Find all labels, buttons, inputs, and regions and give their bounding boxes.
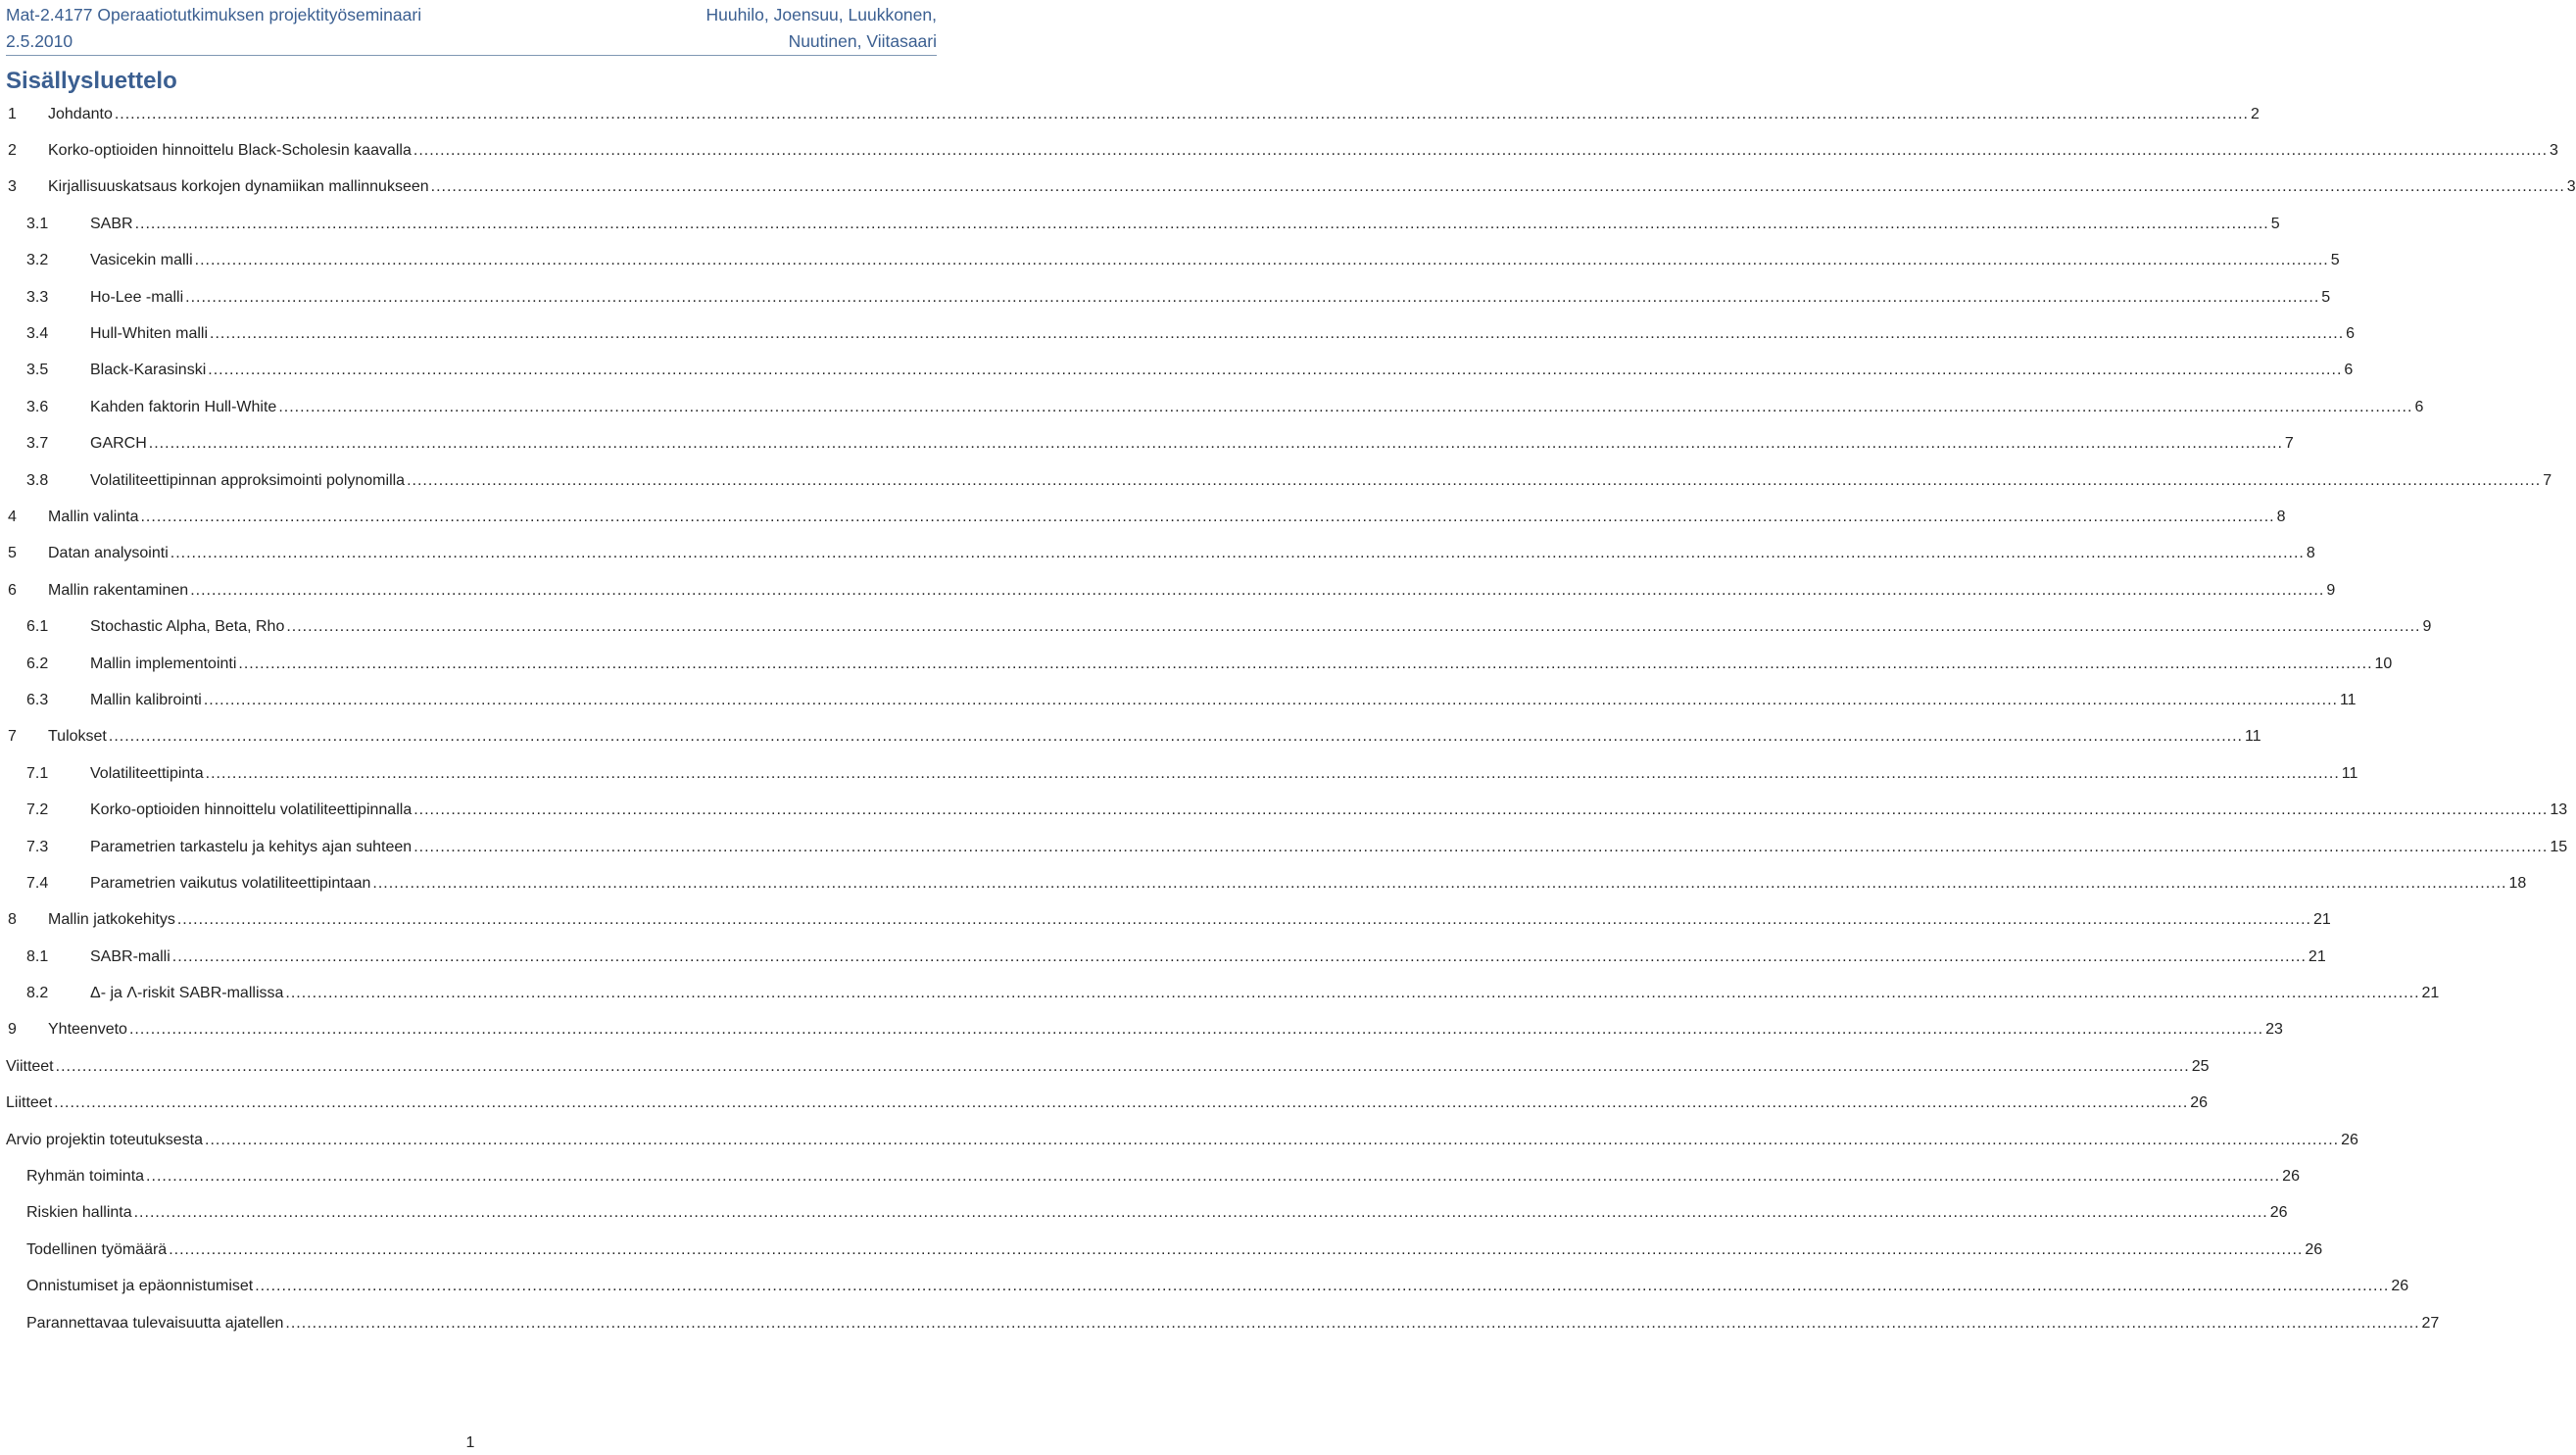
toc-entry[interactable]: [0, 243, 2340, 279]
toc-entry[interactable]: [0, 315, 2356, 352]
toc-entry-line: [90, 874, 2527, 893]
dot-leader: ................................................................................................................................................................................................................................................................................................................................................................................................................: [114, 105, 2249, 122]
toc-entry-page: 7: [2284, 435, 2294, 453]
toc-entry-line: [26, 1204, 2288, 1222]
toc-entry-line: [48, 508, 2286, 526]
toc-entry-label: Riskien hallinta: [26, 1204, 132, 1222]
toc-entry-label: Volatiliteettipinta: [90, 764, 204, 782]
toc-entry-number: 8: [8, 911, 17, 929]
toc-entry-number: 6.2: [26, 655, 49, 672]
toc-entry[interactable]: [0, 1012, 2283, 1048]
toc-entry-line: [48, 911, 2331, 929]
toc-entry-line: [26, 1240, 2323, 1259]
dot-leader: ................................................................................................................................................................................................................................................................................................................................................................................................................: [55, 1057, 2190, 1075]
toc-entry-label: Mallin kalibrointi: [90, 691, 202, 708]
toc-entry-page: 11: [2339, 691, 2357, 708]
toc-entry-label: Liitteet: [6, 1094, 53, 1112]
toc-entry-label: Johdanto: [48, 105, 113, 122]
toc-entry-label: Stochastic Alpha, Beta, Rho: [90, 618, 285, 636]
dot-leader: ................................................................................................................................................................................................................................................................................................................................................................................................................: [238, 655, 2373, 672]
toc-entry-page: 5: [2321, 288, 2331, 306]
toc-entry-label: Korko-optioiden hinnoittelu Black-Scholesin kaavalla: [48, 142, 412, 160]
toc-entry[interactable]: [0, 792, 2568, 828]
toc-entry-number: 3.8: [26, 471, 49, 489]
toc-title: Sisällysluettelo: [6, 68, 177, 94]
toc-entry-page: 15: [2550, 838, 2568, 855]
header-authors-line2: Nuutinen, Viitasaari: [788, 31, 937, 51]
toc-entry[interactable]: [0, 536, 2315, 572]
toc-entry-line: [90, 764, 2358, 783]
toc-entry-page: 2: [2250, 105, 2260, 122]
toc-entry-page: 3: [2566, 178, 2576, 196]
toc-entry-label: Kirjallisuuskatsaus korkojen dynamiikan mallinnukseen: [48, 178, 429, 196]
toc-entry-page: 6: [2414, 398, 2424, 415]
toc-entry-page: 13: [2550, 801, 2568, 819]
header-authors-line1: Huuhilo, Joensuu, Luukkonen,: [705, 5, 937, 24]
toc-entry-page: 21: [2308, 947, 2326, 965]
toc-entry-number: 6.1: [26, 618, 49, 636]
toc-entry[interactable]: [0, 170, 2576, 206]
toc-entry[interactable]: [0, 499, 2286, 535]
toc-entry-label: Δ- ja Λ-riskit SABR-mallissa: [90, 985, 284, 1002]
toc-entry-line: [90, 947, 2326, 966]
toc-entry-label: Mallin valinta: [48, 508, 139, 525]
dot-leader: ................................................................................................................................................................................................................................................................................................................................................................................................................: [278, 398, 2413, 415]
toc-entry-page: 23: [2265, 1021, 2283, 1039]
toc-entry-label: Black-Karasinski: [90, 362, 207, 379]
toc-entry-line: [26, 1168, 2300, 1186]
toc-entry-number: 8.2: [26, 985, 49, 1002]
dot-leader: ................................................................................................................................................................................................................................................................................................................................................................................................................: [413, 801, 2549, 819]
dot-leader: ................................................................................................................................................................................................................................................................................................................................................................................................................: [146, 1168, 2281, 1186]
toc-entry-number: 3.1: [26, 215, 49, 232]
toc-entry-page: 8: [2306, 545, 2315, 562]
toc-entry-page: 9: [2326, 581, 2336, 599]
toc-entry[interactable]: [0, 608, 2432, 645]
toc-entry-page: 5: [2330, 252, 2340, 269]
toc-entry[interactable]: [0, 1305, 2440, 1341]
toc-entry[interactable]: [0, 1195, 2288, 1232]
toc-entry-label: Mallin jatkokehitys: [48, 911, 175, 929]
toc-entry-line: [90, 801, 2568, 819]
toc-entry-label: Parannettavaa tulevaisuutta ajatellen: [26, 1314, 284, 1332]
dot-leader: ................................................................................................................................................................................................................................................................................................................................................................................................................: [430, 178, 2565, 196]
toc-entry-line: [90, 398, 2424, 416]
dot-leader: ................................................................................................................................................................................................................................................................................................................................................................................................................: [285, 1314, 2420, 1332]
toc-entry[interactable]: [0, 1086, 2209, 1122]
toc-entry[interactable]: [0, 426, 2294, 462]
dot-leader: ................................................................................................................................................................................................................................................................................................................................................................................................................: [128, 1021, 2264, 1039]
toc-entry-number: 8.1: [26, 947, 49, 965]
toc-entry-label: Volatiliteettipinnan approksimointi polynomilla: [90, 471, 406, 489]
toc-entry-number: 3.6: [26, 398, 49, 415]
toc-entry-label: Mallin implementointi: [90, 655, 237, 672]
toc-entry-line: [90, 691, 2357, 709]
toc-entry[interactable]: [0, 1269, 2409, 1305]
toc-entry[interactable]: [0, 682, 2357, 718]
toc-entry-number: 6.3: [26, 691, 49, 708]
toc-entry-label: Viitteet: [6, 1057, 54, 1075]
toc-entry-page: 11: [2245, 728, 2261, 746]
toc-entry-line: [90, 362, 2354, 379]
toc-entry-page: 26: [2269, 1204, 2288, 1222]
toc-entry[interactable]: [0, 1158, 2300, 1194]
toc-entry[interactable]: [0, 572, 2336, 608]
toc-entry-number: 9: [8, 1021, 17, 1039]
toc-entry-line: [48, 545, 2315, 562]
toc-entry[interactable]: [0, 646, 2393, 682]
toc-entry-page: 26: [2190, 1094, 2209, 1112]
toc-entry-line: [48, 105, 2260, 123]
toc-entry-line: [6, 1057, 2210, 1076]
toc-entry-page: 21: [2312, 911, 2331, 929]
toc-entry-line: [90, 435, 2294, 453]
header-course-title: Mat-2.4177 Operaatiotutkimuksen projektityöseminaari: [6, 5, 422, 24]
toc-entry[interactable]: [0, 975, 2440, 1011]
toc-entry[interactable]: [0, 1122, 2358, 1158]
toc-entry[interactable]: [0, 279, 2331, 315]
dot-leader: ................................................................................................................................................................................................................................................................................................................................................................................................................: [185, 288, 2320, 306]
toc-entry-number: 7.2: [26, 801, 49, 819]
toc-entry-label: Hull-Whiten malli: [90, 325, 209, 343]
toc-entry[interactable]: [0, 96, 2260, 132]
toc-entry-label: Korko-optioiden hinnoittelu volatiliteettipinnalla: [90, 801, 413, 819]
toc-entry-page: 7: [2543, 471, 2552, 489]
toc-entry-line: [48, 178, 2576, 196]
toc-entry-label: Todellinen työmäärä: [26, 1240, 168, 1258]
toc-entry-line: [90, 215, 2280, 233]
dot-leader: ................................................................................................................................................................................................................................................................................................................................................................................................................: [208, 362, 2343, 379]
toc-entry[interactable]: [0, 1232, 2323, 1268]
toc-entry-page: 26: [2305, 1240, 2323, 1258]
toc-entry[interactable]: [0, 206, 2280, 242]
toc-entry-line: [90, 985, 2440, 1002]
toc-entry-line: [90, 655, 2393, 673]
toc-entry[interactable]: [0, 353, 2354, 389]
toc-entry-number: 6: [8, 581, 17, 599]
toc-entry-page: 26: [2282, 1168, 2300, 1186]
dot-leader: ................................................................................................................................................................................................................................................................................................................................................................................................................: [205, 764, 2340, 782]
header-date: 2.5.2010: [6, 31, 73, 51]
toc-entry-line: [26, 1314, 2440, 1333]
toc-entry-line: [90, 325, 2356, 343]
toc-entry-number: 3.2: [26, 252, 49, 269]
dot-leader: ................................................................................................................................................................................................................................................................................................................................................................................................................: [169, 1240, 2304, 1258]
dot-leader: ................................................................................................................................................................................................................................................................................................................................................................................................................: [134, 215, 2269, 232]
toc-entry-label: Kahden faktorin Hull-White: [90, 398, 277, 415]
toc-entry-line: [48, 728, 2261, 746]
toc-entry-line: [6, 1131, 2358, 1149]
toc-entry-label: SABR: [90, 215, 133, 232]
dot-leader: ................................................................................................................................................................................................................................................................................................................................................................................................................: [413, 142, 2549, 160]
toc-entry-number: 3.7: [26, 435, 49, 453]
toc-entry-page: 26: [2341, 1131, 2358, 1148]
dot-leader: ................................................................................................................................................................................................................................................................................................................................................................................................................: [190, 581, 2325, 599]
dot-leader: ................................................................................................................................................................................................................................................................................................................................................................................................................: [140, 508, 2275, 525]
toc-entry-page: 10: [2374, 655, 2393, 672]
toc-entry-label: Yhteenveto: [48, 1021, 127, 1039]
toc-entry-page: 18: [2508, 874, 2527, 892]
toc-entry-line: [48, 581, 2336, 600]
toc-entry[interactable]: [0, 132, 2558, 169]
toc-entry-number: 5: [8, 545, 17, 562]
toc-entry-number: 7.1: [26, 764, 49, 782]
toc-entry-label: Mallin rakentaminen: [48, 581, 189, 599]
toc-entry-label: Ho-Lee -malli: [90, 288, 184, 306]
toc-entry-line: [90, 618, 2432, 636]
toc-entry[interactable]: [0, 829, 2568, 865]
toc-entry-label: Ryhmän toiminta: [26, 1168, 145, 1186]
toc-entry-line: [90, 288, 2331, 307]
toc-entry-page: 26: [2391, 1278, 2409, 1295]
toc-entry-line: [48, 142, 2558, 160]
toc-entry-number: 7: [8, 728, 17, 746]
toc-entry-page: 8: [2276, 508, 2286, 525]
toc-entry-page: 21: [2421, 985, 2440, 1002]
toc-entry-label: Vasicekin malli: [90, 252, 193, 269]
dot-leader: ................................................................................................................................................................................................................................................................................................................................................................................................................: [255, 1278, 2390, 1295]
toc-entry-line: [48, 1021, 2283, 1039]
toc-entry[interactable]: [0, 939, 2326, 975]
toc-entry-page: 11: [2341, 764, 2358, 782]
dot-leader: ................................................................................................................................................................................................................................................................................................................................................................................................................: [54, 1094, 2189, 1112]
toc-entry-line: [90, 838, 2568, 856]
toc-entry[interactable]: [0, 389, 2424, 425]
dot-leader: ................................................................................................................................................................................................................................................................................................................................................................................................................: [205, 1131, 2340, 1148]
toc-entry-line: [90, 252, 2340, 269]
toc-entry-page: 27: [2421, 1314, 2440, 1332]
toc-entry-page: 9: [2422, 618, 2432, 636]
toc-entry[interactable]: [0, 865, 2527, 901]
toc-list: [0, 96, 2576, 1341]
toc-entry-number: 7.3: [26, 838, 49, 855]
toc-entry-label: Parametrien vaikutus volatiliteettipintaan: [90, 874, 371, 892]
dot-leader: ................................................................................................................................................................................................................................................................................................................................................................................................................: [285, 985, 2420, 1002]
dot-leader: ................................................................................................................................................................................................................................................................................................................................................................................................................: [286, 618, 2421, 636]
toc-entry-number: 7.4: [26, 874, 49, 892]
toc-entry[interactable]: [0, 902, 2331, 939]
dot-leader: ................................................................................................................................................................................................................................................................................................................................................................................................................: [210, 325, 2345, 343]
toc-entry-line: [26, 1278, 2409, 1295]
page-header: [6, 2, 937, 56]
page-number: 1: [465, 1434, 475, 1451]
toc-entry-label: Parametrien tarkastelu ja kehitys ajan suhteen: [90, 838, 413, 855]
toc-entry-label: SABR-malli: [90, 947, 170, 965]
toc-entry[interactable]: [0, 755, 2358, 792]
toc-entry-number: 3.4: [26, 325, 49, 343]
dot-leader: ................................................................................................................................................................................................................................................................................................................................................................................................................: [194, 252, 2329, 269]
toc-entry-label: Arvio projektin toteutuksesta: [6, 1131, 203, 1148]
dot-leader: ................................................................................................................................................................................................................................................................................................................................................................................................................: [171, 947, 2307, 965]
dot-leader: ................................................................................................................................................................................................................................................................................................................................................................................................................: [108, 728, 2243, 746]
dot-leader: ................................................................................................................................................................................................................................................................................................................................................................................................................: [176, 911, 2311, 929]
toc-entry-number: 2: [8, 142, 17, 160]
toc-entry-page: 25: [2191, 1057, 2210, 1075]
toc-entry[interactable]: [0, 1048, 2210, 1085]
toc-entry-number: 3.5: [26, 362, 49, 379]
toc-entry-page: 6: [2344, 362, 2354, 379]
dot-leader: ................................................................................................................................................................................................................................................................................................................................................................................................................: [170, 545, 2305, 562]
toc-entry-number: 3: [8, 178, 17, 196]
toc-entry-line: [90, 471, 2552, 490]
dot-leader: ................................................................................................................................................................................................................................................................................................................................................................................................................: [203, 691, 2338, 708]
toc-entry-label: GARCH: [90, 435, 147, 453]
toc-entry-page: 3: [2550, 142, 2558, 160]
header-authors: [706, 2, 937, 55]
toc-entry-line: [6, 1094, 2209, 1112]
toc-entry-label: Datan analysointi: [48, 545, 169, 562]
toc-entry-number: 4: [8, 508, 17, 525]
header-course-info: [6, 2, 421, 55]
toc-entry[interactable]: [0, 462, 2552, 499]
dot-leader: ................................................................................................................................................................................................................................................................................................................................................................................................................: [407, 471, 2542, 489]
dot-leader: ................................................................................................................................................................................................................................................................................................................................................................................................................: [372, 874, 2507, 892]
dot-leader: ................................................................................................................................................................................................................................................................................................................................................................................................................: [133, 1204, 2268, 1222]
dot-leader: ................................................................................................................................................................................................................................................................................................................................................................................................................: [148, 435, 2283, 453]
toc-entry-label: Onnistumiset ja epäonnistumiset: [26, 1278, 254, 1295]
toc-entry-number: 1: [8, 105, 17, 122]
dot-leader: ................................................................................................................................................................................................................................................................................................................................................................................................................: [413, 838, 2549, 855]
toc-entry-label: Tulokset: [48, 728, 107, 746]
toc-entry[interactable]: [0, 719, 2261, 755]
toc-entry-page: 5: [2270, 215, 2280, 232]
toc-entry-page: 6: [2346, 325, 2356, 343]
toc-entry-number: 3.3: [26, 288, 49, 306]
